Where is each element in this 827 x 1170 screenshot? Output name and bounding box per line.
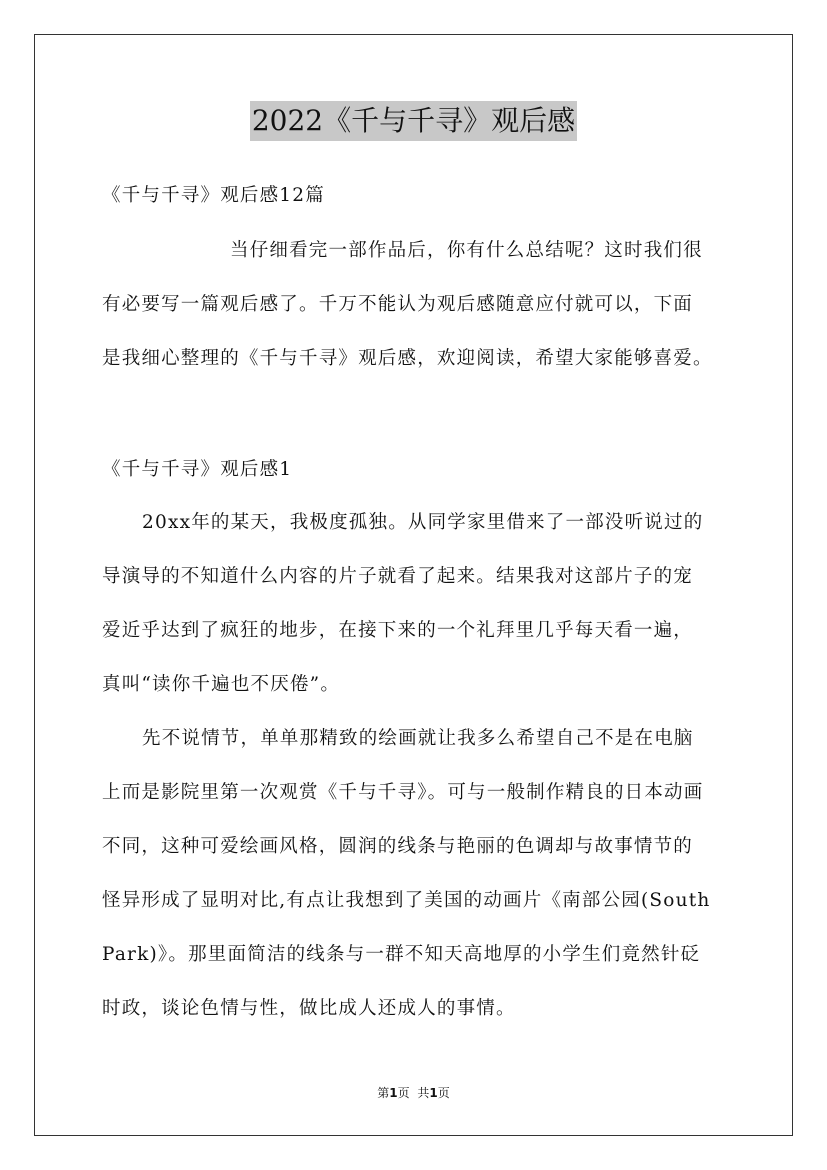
para2-line-5: Park)》。那里面简洁的线条与一群不知天高地厚的小学生们竟然针砭 — [102, 944, 701, 965]
intro-line-2: 有必要写一篇观后感了。千万不能认为观后感随意应付就可以，下面 — [102, 294, 694, 315]
subtitle: 《千与千寻》观后感12篇 — [102, 185, 325, 206]
para2-line-1: 先不说情节，单单那精致的绘画就让我多么希望自己不是在电脑 — [142, 728, 694, 749]
para2-line-6: 时政，谈论色情与性，做比成人还成人的事情。 — [102, 998, 516, 1019]
para1-line-4: 真叫“读你千遍也不厌倦”。 — [102, 674, 341, 695]
para2-line-4: 怪异形成了显明对比,有点让我想到了美国的动画片《南部公园(South — [102, 890, 711, 911]
para1-line-2: 导演导的不知道什么内容的片子就看了起来。结果我对这部片子的宠 — [102, 566, 694, 587]
para1-line-3: 爱近乎达到了疯狂的地步，在接下来的一个礼拜里几乎每天看一遍， — [102, 620, 694, 641]
page-prefix: 第 — [377, 1086, 390, 1100]
total-suffix: 页 — [437, 1086, 450, 1100]
section-heading: 《千与千寻》观后感1 — [102, 459, 293, 480]
para2-line-2: 上而是影院里第一次观赏《千与千寻》。可与一般制作精良的日本动画 — [102, 782, 704, 803]
intro-line-3: 是我细心整理的《千与千寻》观后感，欢迎阅读，希望大家能够喜爱。 — [102, 348, 713, 369]
total-prefix: 共 — [417, 1086, 430, 1100]
document-title: 2022《千与千寻》观后感 — [250, 101, 577, 141]
page-suffix: 页 — [397, 1086, 410, 1100]
page-number: 1 — [389, 1086, 398, 1100]
para1-line-1: 20xx年的某天，我极度孤独。从同学家里借来了一部没听说过的 — [142, 512, 704, 533]
intro-line-1: 当仔细看完一部作品后，你有什么总结呢？这时我们很 — [230, 240, 703, 261]
total-pages: 1 — [429, 1086, 438, 1100]
title-container — [0, 101, 827, 141]
para2-line-3: 不同，这种可爱绘画风格，圆润的线条与艳丽的色调却与故事情节的 — [102, 836, 694, 857]
page-footer — [0, 1084, 827, 1101]
